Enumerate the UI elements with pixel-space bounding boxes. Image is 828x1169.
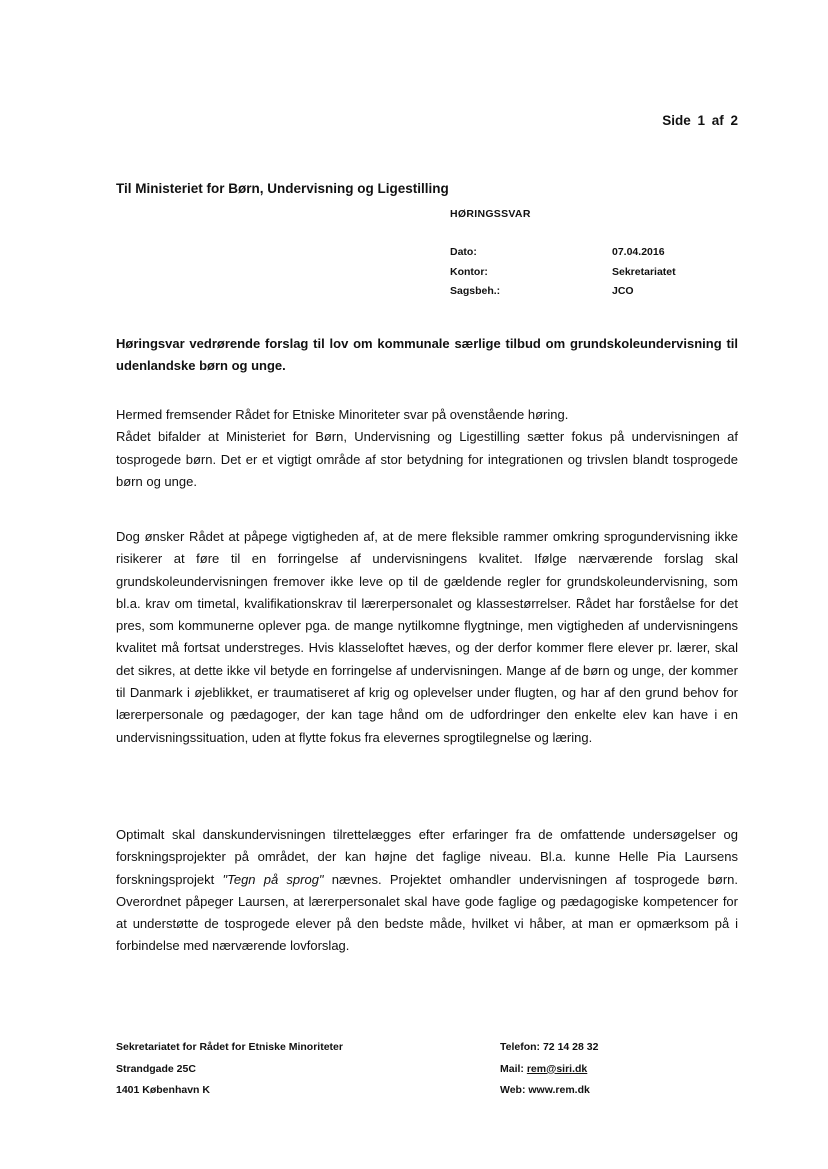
footer-mail-label: Mail:	[500, 1062, 527, 1075]
footer-mail-link[interactable]: rem@siri.dk	[526, 1062, 588, 1075]
metadata-row-office	[450, 266, 690, 286]
footer-mail-row	[500, 1059, 598, 1081]
footer-web: Web: www.rem.dk	[500, 1084, 590, 1096]
case-handler-label: Sagsbeh.:	[450, 285, 501, 297]
document-type: HØRINGSSVAR	[450, 208, 531, 220]
metadata-row-date	[450, 246, 690, 266]
office-value: Sekretariatet	[612, 265, 676, 278]
metadata-table	[450, 246, 690, 305]
paragraph-intro	[116, 404, 738, 493]
paragraph-concerns: Dog ønsker Rådet at påpege vigtigheden af, at de mere fleksible rammer omkring sprogundervisning ikke risikerer at føre til en forringelse af undervisningens kvalitet. Ifølge nærværende forslag skal grundskoleundervisningen fremover ikke leve op til de gældende regler for grundskoleundervisning, som bl.a. krav om timetal, kvalifikationskrav til lærerpersonalet og klassestørrelser. Rådet har forståelse for det pres, som kommunerne oplever pga. de mange nytilkomne flygtninge, men vigtigheden af undervisningens kvalitet må fortsat understreges. Hvis klasseloftet hæves, og der derfor kommer flere elever pr. lærer, skal det sikres, at dette ikke vil betyde en forringelse af undervisningen. Mange af de børn og unge, der kommer til Danmark i øjeblikket, er traumatiseret af krig og oplevelser under flugten, og har af den grund behov for lærerpersonale og pædagoger, der kan tage hånd om de udfordringer den enkelte elev kan have i en undervisningssituation, uden at flytte fokus fra elevernes sprogtilegnelse og læring.	[116, 529, 738, 745]
footer-phone: Telefon: 72 14 28 32	[500, 1041, 599, 1053]
office-label: Kontor:	[450, 265, 488, 278]
project-title: "Tegn på sprog"	[222, 871, 324, 887]
intro-line-2: Rådet bifalder at Ministeriet for Børn, Undervisning og Ligestilling sætter fokus på undervisningen af tosprogede børn. Det er et vigtigt område af stor betydning for integrationen og trivslen blandt tosprogede børn og unge.	[116, 429, 738, 489]
footer-contact	[500, 1037, 598, 1102]
metadata-row-case-handler	[450, 285, 690, 305]
footer-street: Strandgade 25C	[116, 1062, 196, 1075]
research-text-after: nævnes. Projektet omhandler undervisningen af tosprogede børn. Overordnet påpeger Laursen, at lærerpersonalet skal have gode faglige og pædagogiske kompetencer for at understøtte de tosprogede elever på den bedste måde, hvilket vi håber, at man er opmærksom på i forbindelse med nærværende lovforslag.	[116, 871, 738, 954]
document-heading: Høringsvar vedrørende forslag til lov om kommunale særlige tilbud om grundskoleundervisning til udenlandske børn og unge.	[116, 336, 738, 373]
footer-address	[116, 1037, 343, 1102]
case-handler-value: JCO	[612, 285, 634, 297]
recipient-line: Til Ministeriet for Børn, Undervisning og Ligestilling	[116, 181, 449, 196]
page-number: Side 1 af 2	[662, 113, 738, 128]
paragraph-research	[116, 824, 738, 958]
footer-city: 1401 København K	[116, 1084, 210, 1096]
date-label: Dato:	[450, 246, 477, 258]
research-text-before: Optimalt skal danskundervisningen tilrettelægges efter erfaringer fra de omfattende undersøgelser og forskningsprojekter på området, der kan højne det faglige niveau. Bl.a. kunne Helle Pia Laursens forskningsprojekt	[116, 827, 738, 887]
date-value: 07.04.2016	[612, 246, 665, 258]
intro-line-1: Hermed fremsender Rådet for Etniske Minoriteter svar på ovenstående høring.	[116, 407, 569, 422]
footer-org: Sekretariatet for Rådet for Etniske Minoriteter	[116, 1041, 343, 1053]
